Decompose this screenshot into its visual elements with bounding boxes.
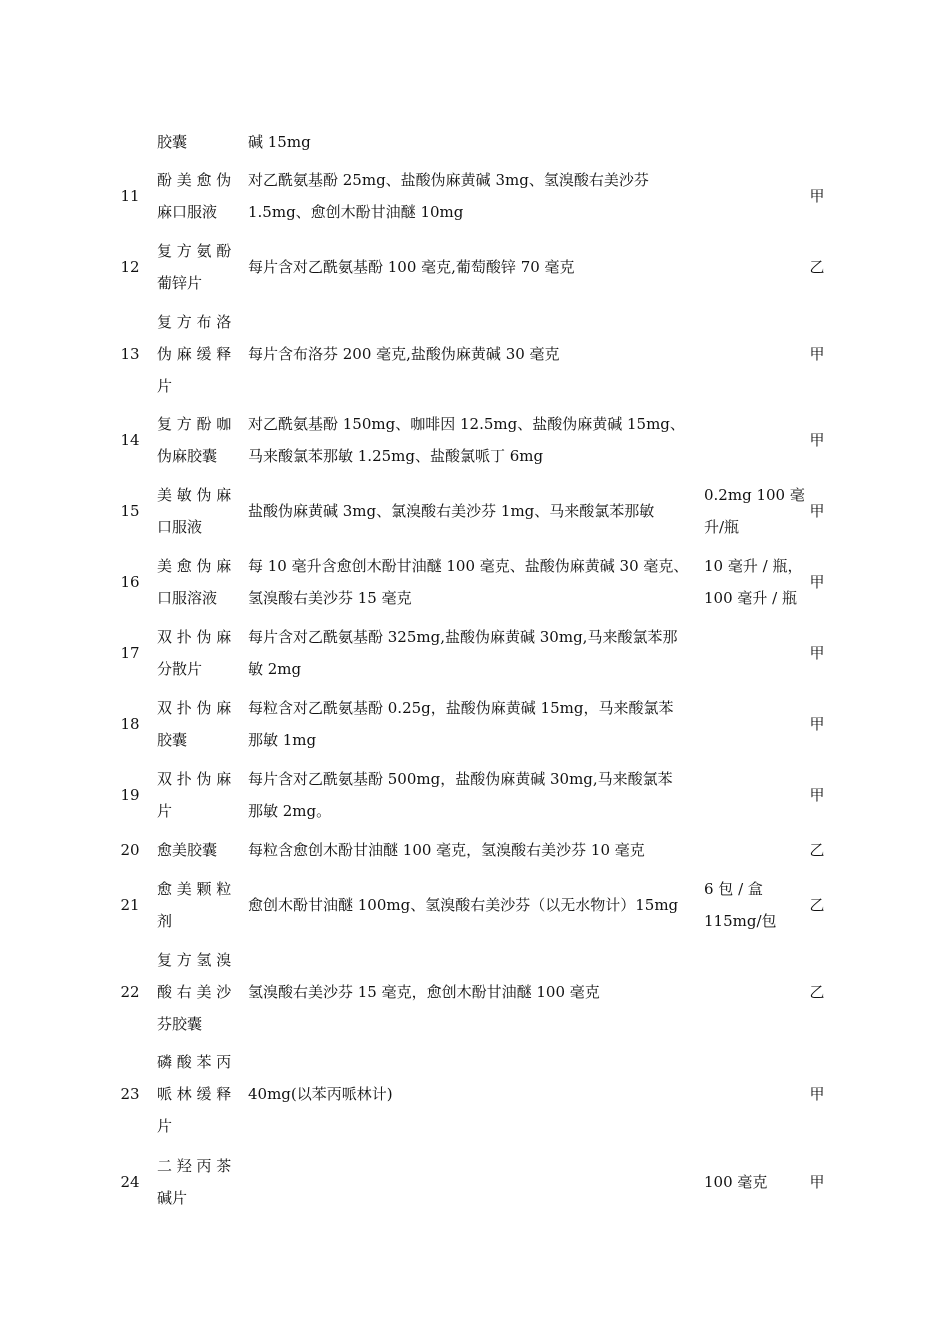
category-badge: 乙 [809, 896, 825, 914]
drug-name-line: 葡锌片 [157, 274, 203, 292]
drug-name-line: 片 [157, 802, 173, 820]
drug-name [157, 873, 241, 937]
row-number: 24 [120, 1173, 140, 1191]
specification-line: 100 毫克 [704, 1173, 768, 1191]
row-number: 11 [120, 187, 140, 205]
table-row [0, 873, 950, 937]
composition-line: 对乙酰氨基酚 150mg、咖啡因 12.5mg、盐酸伪麻黄碱 15mg、 [248, 415, 685, 433]
drug-name-line: 二 羟 丙 茶 [157, 1157, 232, 1175]
composition [248, 834, 700, 866]
drug-name [157, 306, 241, 402]
composition-line: 马来酸氯苯那敏 1.25mg、盐酸氯哌丁 6mg [248, 447, 544, 465]
category-badge: 甲 [809, 644, 825, 662]
drug-name-line: 胶囊 [157, 731, 188, 749]
composition [248, 763, 700, 827]
table-row [0, 944, 950, 1040]
composition-line: 每片含对乙酰氨基酚 325mg,盐酸伪麻黄碱 30mg,马来酸氯苯那 [248, 628, 678, 646]
drug-name-line: 口服溶液 [157, 589, 218, 607]
row-number: 23 [120, 1085, 140, 1103]
table-row [0, 164, 950, 228]
category-badge: 乙 [809, 258, 825, 276]
composition-line: 每粒含愈创木酚甘油醚 100 毫克，氢溴酸右美沙芬 10 毫克 [248, 841, 645, 859]
table-row [0, 306, 950, 402]
drug-name-line: 酸 右 美 沙 [157, 983, 232, 1001]
composition-line: 愈创木酚甘油醚 100mg、氢溴酸右美沙芬（以无水物计）15mg [248, 896, 679, 914]
drug-name-line: 芬胶囊 [157, 1015, 203, 1033]
drug-name-line: 分散片 [157, 660, 203, 678]
drug-name-line: 美 敏 伪 麻 [157, 486, 232, 504]
drug-name-line: 美 愈 伪 麻 [157, 557, 232, 575]
composition-line: 每片含布洛芬 200 毫克,盐酸伪麻黄碱 30 毫克 [248, 345, 560, 363]
drug-name-line: 麻口服液 [157, 203, 218, 221]
table-row [0, 550, 950, 614]
composition-line: 对乙酰氨基酚 25mg、盐酸伪麻黄碱 3mg、氢溴酸右美沙芬 [248, 171, 649, 189]
row-number: 17 [120, 644, 140, 662]
category-badge: 乙 [809, 983, 825, 1001]
drug-name [157, 479, 241, 543]
drug-name-line: 片 [157, 1117, 173, 1135]
drug-name-line: 伪 麻 缓 释 [157, 345, 232, 363]
drug-name [157, 408, 241, 472]
drug-name [157, 621, 241, 685]
specification [704, 479, 805, 543]
row-number: 20 [120, 841, 140, 859]
composition-line: 氢溴酸右美沙芬 15 毫克 [248, 589, 412, 607]
composition-line: 氢溴酸右美沙芬 15 毫克，愈创木酚甘油醚 100 毫克 [248, 983, 600, 1001]
drug-name-line: 复 方 氨 酚 [157, 242, 232, 260]
composition [248, 495, 700, 527]
table-row [0, 692, 950, 756]
composition-line: 每片含对乙酰氨基酚 100 毫克,葡萄酸锌 70 毫克 [248, 258, 575, 276]
drug-name-line: 愈美胶囊 [157, 841, 218, 859]
drug-name-line: 磷 酸 苯 丙 [157, 1053, 232, 1071]
continuation-composition: 碱 15mg [248, 133, 311, 151]
drug-name-line: 双 扑 伪 麻 [157, 699, 232, 717]
specification-line: 0.2mg 100 毫 [704, 486, 805, 504]
category-badge: 甲 [809, 431, 825, 449]
row-number: 16 [120, 573, 140, 591]
table-row [0, 621, 950, 685]
category-badge: 甲 [809, 1085, 825, 1103]
composition-line: 敏 2mg [248, 660, 302, 678]
row-number: 18 [120, 715, 140, 733]
category-badge: 乙 [809, 841, 825, 859]
drug-name-line: 酚 美 愈 伪 [157, 171, 232, 189]
composition-line: 那敏 1mg [248, 731, 317, 749]
specification-line: 100 毫升 / 瓶 [704, 589, 797, 607]
composition [248, 251, 700, 283]
continuation-row [0, 126, 950, 158]
category-badge: 甲 [809, 187, 825, 205]
composition [248, 550, 700, 614]
drug-name-line: 剂 [157, 912, 173, 930]
drug-name [157, 944, 241, 1040]
composition-line: 1.5mg、愈创木酚甘油醚 10mg [248, 203, 464, 221]
table-row [0, 408, 950, 472]
specification [704, 550, 802, 614]
category-badge: 甲 [809, 345, 825, 363]
table-row [0, 235, 950, 299]
category-badge: 甲 [809, 786, 825, 804]
drug-name-line: 复 方 氢 溴 [157, 951, 232, 969]
drug-name-line: 复 方 酚 咖 [157, 415, 232, 433]
composition [248, 889, 700, 921]
composition [248, 408, 700, 472]
row-number: 14 [120, 431, 140, 449]
drug-name-line: 片 [157, 377, 173, 395]
table-row [0, 1046, 950, 1142]
composition [248, 164, 700, 228]
composition-line: 那敏 2mg。 [248, 802, 332, 820]
row-number: 12 [120, 258, 140, 276]
drug-name [157, 763, 241, 827]
drug-name-line: 哌 林 缓 释 [157, 1085, 232, 1103]
composition-line: 每片含对乙酰氨基酚 500mg，盐酸伪麻黄碱 30mg,马来酸氯苯 [248, 770, 673, 788]
specification-line: 6 包 / 盒 [704, 880, 763, 898]
drug-name [157, 1150, 241, 1214]
table-row [0, 834, 950, 866]
specification [704, 1166, 802, 1198]
drug-name [157, 550, 241, 614]
row-number: 22 [120, 983, 140, 1001]
continuation-name: 胶囊 [157, 133, 188, 151]
row-number: 21 [120, 896, 140, 914]
specification-line: 10 毫升 / 瓶， [704, 557, 803, 575]
composition [248, 621, 700, 685]
specification-line: 115mg/包 [704, 912, 777, 930]
specification [704, 873, 802, 937]
category-badge: 甲 [809, 715, 825, 733]
row-number: 13 [120, 345, 140, 363]
drug-name [157, 834, 241, 866]
row-number: 19 [120, 786, 140, 804]
row-number: 15 [120, 502, 140, 520]
table-row [0, 479, 950, 543]
drug-name [157, 235, 241, 299]
composition-line: 每粒含对乙酰氨基酚 0.25g，盐酸伪麻黄碱 15mg，马来酸氯苯 [248, 699, 674, 717]
drug-name-line: 双 扑 伪 麻 [157, 770, 232, 788]
table-row [0, 1150, 950, 1214]
category-badge: 甲 [809, 1173, 825, 1191]
category-badge: 甲 [809, 502, 825, 520]
drug-name-line: 伪麻胶囊 [157, 447, 218, 465]
composition-line: 盐酸伪麻黄碱 3mg、氯溴酸右美沙芬 1mg、马来酸氯苯那敏 [248, 502, 655, 520]
drug-name-line: 口服液 [157, 518, 203, 536]
composition [248, 692, 700, 756]
specification-line: 升/瓶 [704, 518, 740, 536]
composition [248, 976, 700, 1008]
composition [248, 338, 700, 370]
composition-line: 40mg(以苯丙哌林计) [248, 1085, 393, 1103]
drug-name-line: 复 方 布 洛 [157, 313, 232, 331]
drug-name-line: 双 扑 伪 麻 [157, 628, 232, 646]
composition [248, 1078, 700, 1110]
drug-name [157, 1046, 241, 1142]
category-badge: 甲 [809, 573, 825, 591]
drug-name [157, 692, 241, 756]
drug-name [157, 164, 241, 228]
table-row [0, 763, 950, 827]
drug-name-line: 碱片 [157, 1189, 188, 1207]
drug-name-line: 愈 美 颗 粒 [157, 880, 232, 898]
composition-line: 每 10 毫升含愈创木酚甘油醚 100 毫克、盐酸伪麻黄碱 30 毫克、 [248, 557, 689, 575]
